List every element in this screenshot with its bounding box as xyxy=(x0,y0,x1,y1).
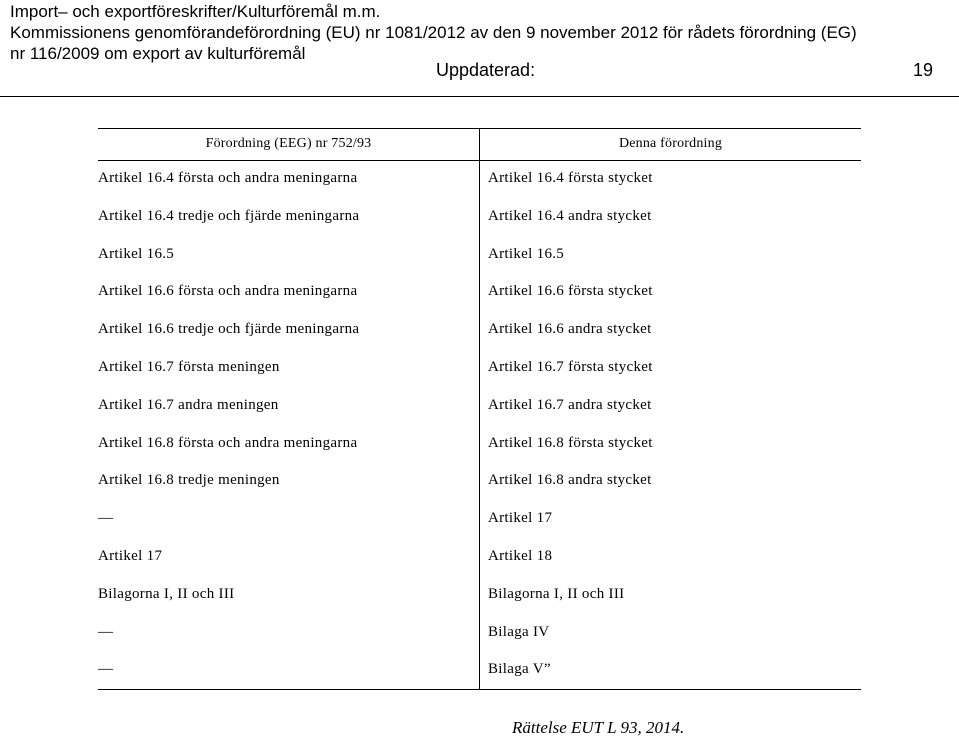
column-header-old-regulation: Förordning (EEG) nr 752/93 xyxy=(205,136,372,151)
document-header xyxy=(10,0,950,64)
old-article-cell: — xyxy=(98,510,114,527)
table-row xyxy=(98,283,861,321)
table-row xyxy=(98,321,861,359)
table-row xyxy=(98,435,861,473)
old-article-cell: Artikel 16.6 tredje och fjärde meningarna xyxy=(98,321,360,338)
table-row xyxy=(98,472,861,510)
column-header-this-regulation: Denna förordning xyxy=(618,136,723,151)
new-article-cell: Artikel 16.8 andra stycket xyxy=(488,472,652,489)
old-article-cell: Artikel 16.4 tredje och fjärde meningarna xyxy=(98,207,360,224)
new-article-cell: Artikel 18 xyxy=(488,547,553,564)
new-article-cell: Bilagorna I, II och III xyxy=(488,585,625,602)
old-article-cell: Artikel 16.7 första meningen xyxy=(98,358,280,375)
table-row xyxy=(98,548,861,586)
table-row xyxy=(98,208,861,246)
new-article-cell: Artikel 16.6 andra stycket xyxy=(488,321,652,338)
new-article-cell: Artikel 16.8 första stycket xyxy=(488,434,653,451)
new-article-cell: Artikel 16.6 första stycket xyxy=(488,283,653,300)
updated-label: Uppdaterad: xyxy=(436,60,536,80)
table-row xyxy=(98,661,861,699)
header-regulation-line1: Kommissionens genomförandeförordning (EU) nr 1081/2012 av den 9 november 2012 för rådets förordning (EG) xyxy=(10,23,857,42)
new-article-cell: Artikel 16.7 andra stycket xyxy=(488,396,652,413)
table-row xyxy=(98,170,861,208)
new-article-cell: Bilaga IV xyxy=(488,623,550,640)
new-article-cell: Bilaga V” xyxy=(488,661,551,678)
table-row xyxy=(98,246,861,284)
old-article-cell: — xyxy=(98,623,114,640)
new-article-cell: Artikel 16.4 första stycket xyxy=(488,170,653,186)
new-article-cell: Artikel 16.4 andra stycket xyxy=(488,207,652,224)
page-number: 19 xyxy=(913,60,934,80)
old-article-cell: Artikel 16.6 första och andra meningarna xyxy=(98,283,358,300)
old-article-cell: Bilagorna I, II och III xyxy=(98,585,235,602)
old-article-cell: Artikel 16.5 xyxy=(98,245,175,262)
new-article-cell: Artikel 17 xyxy=(488,510,553,527)
header-title: Import– och exportföreskrifter/Kulturföremål m.m. xyxy=(10,2,381,21)
new-article-cell: Artikel 16.7 första stycket xyxy=(488,358,653,375)
old-article-cell: Artikel 16.4 första och andra meningarna xyxy=(98,170,358,186)
header-regulation-line2: nr 116/2009 om export av kulturföremål xyxy=(10,44,306,63)
table-row xyxy=(98,586,861,624)
table-row xyxy=(98,359,861,397)
old-article-cell: Artikel 16.7 andra meningen xyxy=(98,396,279,413)
old-article-cell: Artikel 16.8 första och andra meningarna xyxy=(98,434,358,451)
header-divider xyxy=(0,96,959,97)
correlation-table xyxy=(98,128,861,690)
table-row xyxy=(98,510,861,548)
old-article-cell: Artikel 16.8 tredje meningen xyxy=(98,472,280,489)
table-row xyxy=(98,397,861,435)
new-article-cell: Artikel 16.5 xyxy=(488,245,565,262)
updated-row xyxy=(0,60,959,84)
correction-footnote: Rättelse EUT L 93, 2014. xyxy=(512,718,685,737)
old-article-cell: Artikel 17 xyxy=(98,547,163,564)
table-body xyxy=(98,170,861,699)
old-article-cell: — xyxy=(98,661,114,678)
table-row xyxy=(98,624,861,662)
